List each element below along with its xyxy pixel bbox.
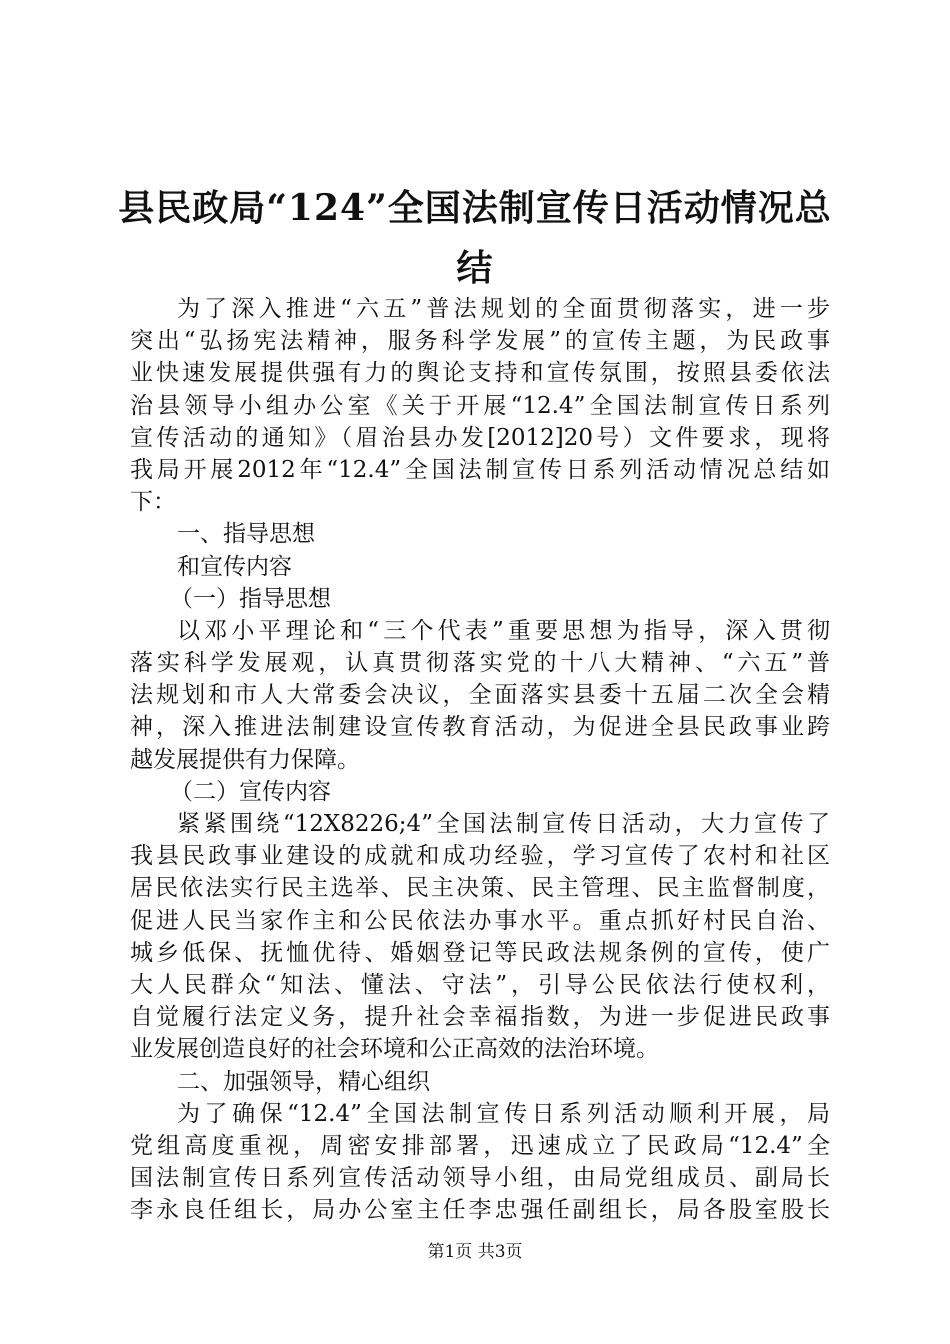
body-line: 落实科学发展观，认真贯彻落实党的十八大精神、“六五”普 bbox=[130, 650, 830, 677]
body-line: 突出“弘扬宪法精神，服务科学发展”的宣传主题，为民政事 bbox=[130, 328, 830, 355]
body-line: 大人民群众“知法、懂法、守法”，引导公民依法行使权利， bbox=[130, 971, 830, 998]
body-line: 党组高度重视，周密安排部署，迅速成立了民政局“12.4”全 bbox=[130, 1132, 830, 1159]
body-line: 我局开展2012年“12.4”全国法制宣传日系列活动情况总结如 bbox=[130, 456, 830, 483]
body-line: 以邓小平理论和“三个代表”重要思想为指导，深入贯彻 bbox=[177, 617, 830, 644]
document-body bbox=[130, 293, 830, 1226]
section-heading: 和宣传内容 bbox=[177, 553, 292, 580]
body-line: 自觉履行法定义务，提升社会幸福指数，为进一步促进民政事 bbox=[130, 1004, 830, 1031]
body-line: 促进人民当家作主和公民依法办事水平。重点抓好村民自治、 bbox=[130, 907, 830, 934]
body-line: 宣传活动的通知》（眉治县办发[2012]20号）文件要求，现将 bbox=[130, 424, 830, 451]
body-line: 治县领导小组办公室《关于开展“12.4”全国法制宣传日系列 bbox=[130, 392, 830, 419]
body-line: 国法制宣传日系列宣传活动领导小组，由局党组成员、副局长 bbox=[130, 1165, 830, 1192]
body-line: 李永良任组长，局办公室主任李忠强任副组长，局各股室股长 bbox=[130, 1197, 830, 1224]
body-line: 我县民政事业建设的成就和成功经验，学习宣传了农村和社区 bbox=[130, 843, 830, 870]
body-line: 为了深入推进“六五”普法规划的全面贯彻落实，进一步 bbox=[177, 296, 830, 322]
document-title-line-2: 结 bbox=[456, 247, 494, 289]
section-heading: 二、加强领导，精心组织 bbox=[177, 1068, 430, 1095]
subsection-heading: （一）指导思想 bbox=[170, 585, 331, 612]
body-line: 业快速发展提供强有力的舆论支持和宣传氛围，按照县委依法 bbox=[130, 360, 830, 387]
subsection-heading: （二）宣传内容 bbox=[170, 778, 331, 805]
body-line: 为了确保“12.4”全国法制宣传日系列活动顺利开展，局 bbox=[177, 1100, 830, 1127]
section-heading: 一、指导思想 bbox=[177, 521, 315, 548]
document-title-line-1: 县民政局“124”全国法制宣传日活动情况总 bbox=[118, 187, 832, 229]
body-line: 法规划和市人大常委会决议，全面落实县委十五届二次全会精 bbox=[130, 682, 830, 709]
page-footer: 第1页 共3页 bbox=[427, 1242, 523, 1262]
body-line: 越发展提供有力保障。 bbox=[130, 746, 360, 773]
body-line: 下： bbox=[130, 489, 176, 516]
body-line: 神，深入推进法制建设宣传教育活动，为促进全县民政事业跨 bbox=[130, 714, 830, 741]
body-line: 居民依法实行民主选举、民主决策、民主管理、民主监督制度， bbox=[130, 875, 830, 902]
body-line: 业发展创造良好的社会环境和公正高效的法治环境。 bbox=[130, 1036, 659, 1063]
body-line: 城乡低保、抚恤优待、婚姻登记等民政法规条例的宣传，使广 bbox=[130, 939, 830, 966]
body-line: 紧紧围绕“12X8226;4”全国法制宣传日活动，大力宣传了 bbox=[177, 811, 830, 837]
